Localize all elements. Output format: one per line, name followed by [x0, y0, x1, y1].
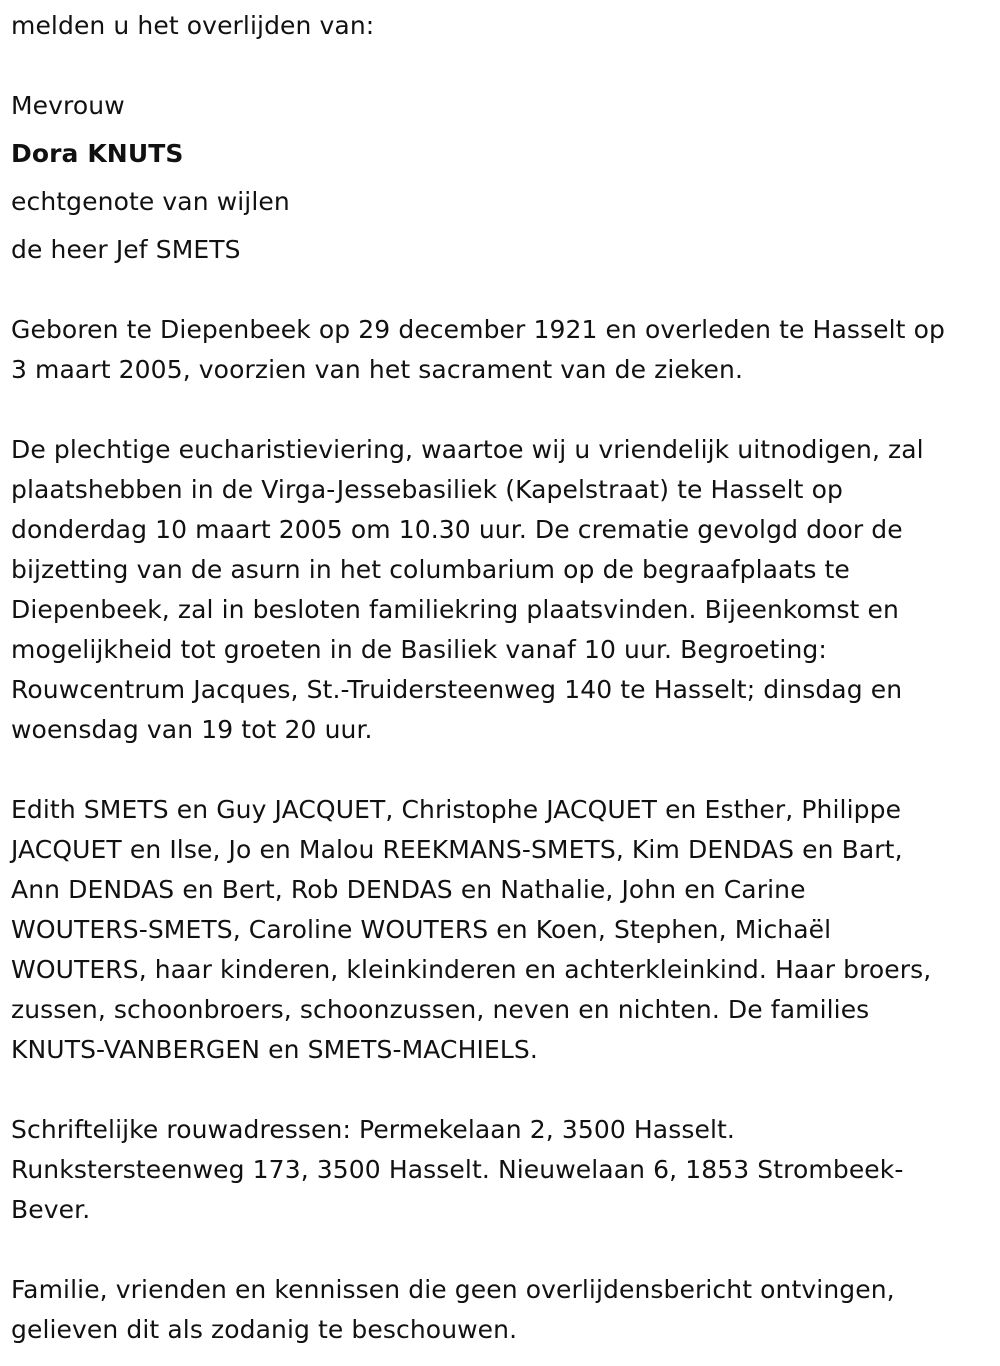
family-line: KNUTS-VANBERGEN en SMETS-MACHIELS.	[11, 1035, 538, 1064]
family-line: WOUTERS-SMETS, Caroline WOUTERS en Koen, Stephen, Michaël	[11, 915, 832, 944]
spouse-line: echtgenote van wijlen	[11, 187, 290, 216]
address-line: Bever.	[11, 1195, 91, 1224]
closing-line: gelieven dit als zodanig te beschouwen.	[11, 1315, 518, 1344]
intro-text: melden u het overlijden van:	[11, 11, 375, 40]
birth-death-line: 3 maart 2005, voorzien van het sacrament van de zieken.	[11, 355, 744, 384]
birth-death-line: Geboren te Diepenbeek op 29 december 1921 en overleden te Hasselt op	[11, 315, 945, 344]
family-line: WOUTERS, haar kinderen, kleinkinderen en achterkleinkind. Haar broers,	[11, 955, 932, 984]
ceremony-line: mogelijkheid tot groeten in de Basiliek vanaf 10 uur. Begroeting:	[11, 635, 827, 664]
spouse-line: de heer Jef SMETS	[11, 235, 241, 264]
address-line: Schriftelijke rouwadressen: Permekelaan 2, 3500 Hasselt.	[11, 1115, 735, 1144]
family-line: zussen, schoonbroers, schoonzussen, neven en nichten. De families	[11, 995, 870, 1024]
closing-line: Familie, vrienden en kennissen die geen overlijdensbericht ontvingen,	[11, 1275, 895, 1304]
ceremony-line: plaatshebben in de Virga-Jessebasiliek (Kapelstraat) te Hasselt op	[11, 475, 843, 504]
ceremony-line: Rouwcentrum Jacques, St.-Truidersteenweg 140 te Hasselt; dinsdag en	[11, 675, 903, 704]
family-line: Edith SMETS en Guy JACQUET, Christophe JACQUET en Esther, Philippe	[11, 795, 902, 824]
ceremony-line: De plechtige eucharistieviering, waartoe wij u vriendelijk uitnodigen, zal	[11, 435, 924, 464]
ceremony-line: donderdag 10 maart 2005 om 10.30 uur. De crematie gevolgd door de	[11, 515, 903, 544]
deceased-name: Dora KNUTS	[11, 139, 184, 168]
ceremony-line: woensdag van 19 tot 20 uur.	[11, 715, 373, 744]
family-line: JACQUET en Ilse, Jo en Malou REEKMANS-SMETS, Kim DENDAS en Bart,	[11, 835, 903, 864]
ceremony-line: bijzetting van de asurn in het columbarium op de begraafplaats te	[11, 555, 850, 584]
title-prefix: Mevrouw	[11, 91, 125, 120]
ceremony-line: Diepenbeek, zal in besloten familiekring plaatsvinden. Bijeenkomst en	[11, 595, 899, 624]
family-line: Ann DENDAS en Bert, Rob DENDAS en Nathalie, John en Carine	[11, 875, 806, 904]
address-line: Runkstersteenweg 173, 3500 Hasselt. Nieuwelaan 6, 1853 Strombeek-	[11, 1155, 904, 1184]
